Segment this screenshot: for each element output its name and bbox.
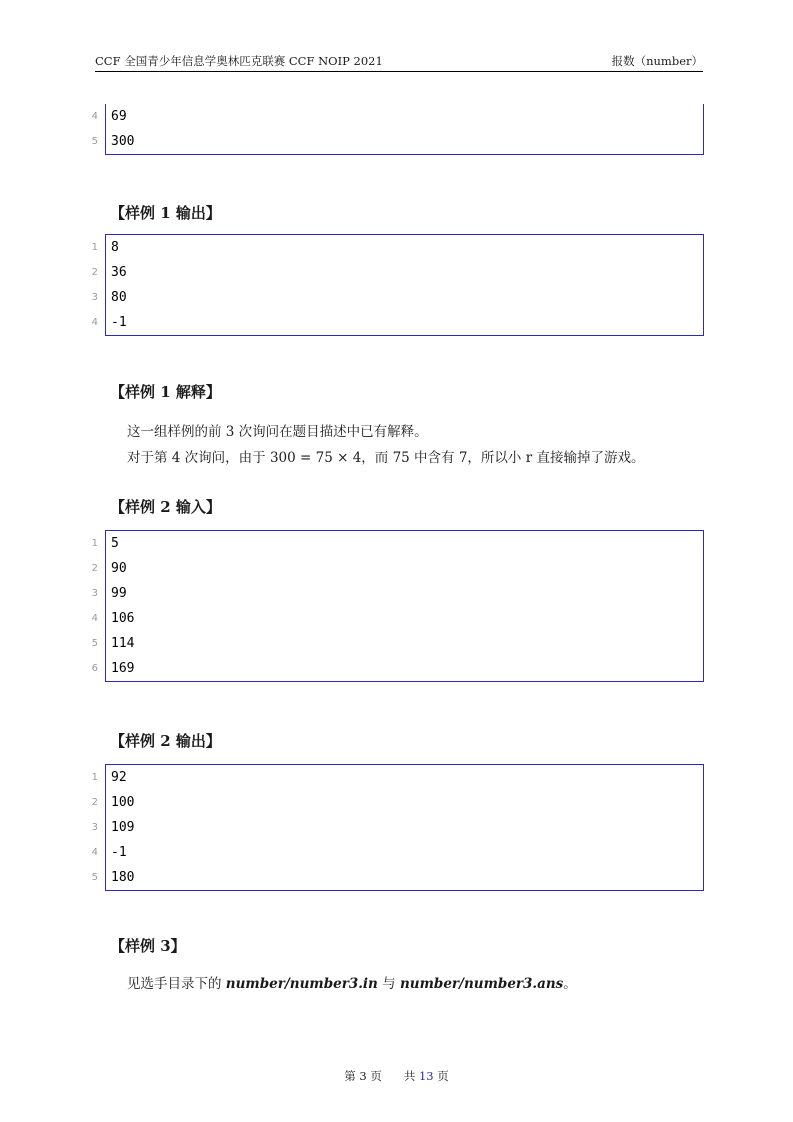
code-text: 99 [111,586,127,601]
code-text: 92 [111,770,127,785]
line-number: 3 [91,588,98,599]
code-line [91,285,703,310]
code-text: 100 [111,795,135,810]
line-number: 3 [91,292,98,303]
code-line [91,556,703,581]
sample2-input-title: 【样例 2 输入】 [110,498,221,516]
code-line [91,129,703,154]
sample1-explain-title: 【样例 1 解释】 [110,383,221,401]
footer-page-number: 第 3 页 [344,1069,382,1083]
line-number: 2 [91,563,98,574]
code-text: 5 [111,536,119,551]
line-number: 1 [91,538,98,549]
code-text: 80 [111,290,127,305]
line-number: 1 [91,242,98,253]
sample3-input-file: number/number3.in [225,976,378,992]
sample2-input-box [91,530,704,682]
footer-total-suffix: 页 [433,1069,449,1083]
code-line [91,606,703,631]
code-text: 109 [111,820,135,835]
code-line [91,260,703,285]
code-line [91,104,703,129]
code-text: 300 [111,134,135,149]
code-text: 180 [111,870,135,885]
code-line [91,840,703,865]
line-number: 6 [91,663,98,674]
sample1-input-tail-box [91,104,704,155]
code-line [91,790,703,815]
header-contest-title: CCF 全国青少年信息学奥林匹克联赛 CCF NOIP 2021 [95,54,383,68]
code-line [91,765,703,790]
sample3-prefix: 见选手目录下的 [127,976,226,992]
code-text: 69 [111,109,127,124]
sample1-explain-line1: 这一组样例的前 3 次询问在题目描述中已有解释。 [127,424,428,440]
line-number: 2 [91,267,98,278]
code-line [91,531,703,556]
code-line [91,865,703,890]
line-number: 3 [91,822,98,833]
page-header [95,53,703,72]
code-text: -1 [111,315,127,330]
footer-total-pages-link[interactable]: 13 [418,1069,434,1083]
line-number: 4 [91,317,98,328]
code-text: 8 [111,240,119,255]
line-number: 5 [91,872,98,883]
line-number: 4 [91,613,98,624]
sample1-output-box [91,234,704,336]
code-text: 106 [111,611,135,626]
line-number: 4 [91,111,98,122]
sample3-suffix: 。 [563,976,577,992]
code-line [91,631,703,656]
code-text: 90 [111,561,127,576]
code-text: 114 [111,636,135,651]
sample1-output-title: 【样例 1 输出】 [110,204,221,222]
code-text: 36 [111,265,127,280]
sample2-output-box [91,764,704,891]
line-number: 2 [91,797,98,808]
sample2-output-title: 【样例 2 输出】 [110,732,221,750]
sample3-answer-file: number/number3.ans [399,976,564,992]
code-line [91,656,703,681]
sample3-description [127,972,577,992]
code-line [91,581,703,606]
sample1-explain-line2: 对于第 4 次询问，由于 300 = 75 × 4，而 75 中含有 7，所以小 r 直接输掉了游戏。 [127,450,645,466]
code-line [91,235,703,260]
line-number: 1 [91,772,98,783]
code-line [91,815,703,840]
code-text: 169 [111,661,135,676]
header-problem-name: 报数（number） [611,54,703,68]
page-footer [0,1068,793,1084]
footer-total-prefix: 共 [403,1069,419,1083]
code-text: -1 [111,845,127,860]
line-number: 5 [91,136,98,147]
sample3-mid: 与 [377,976,400,992]
line-number: 5 [91,638,98,649]
code-line [91,310,703,335]
sample3-title: 【样例 3】 [110,937,186,955]
line-number: 4 [91,847,98,858]
